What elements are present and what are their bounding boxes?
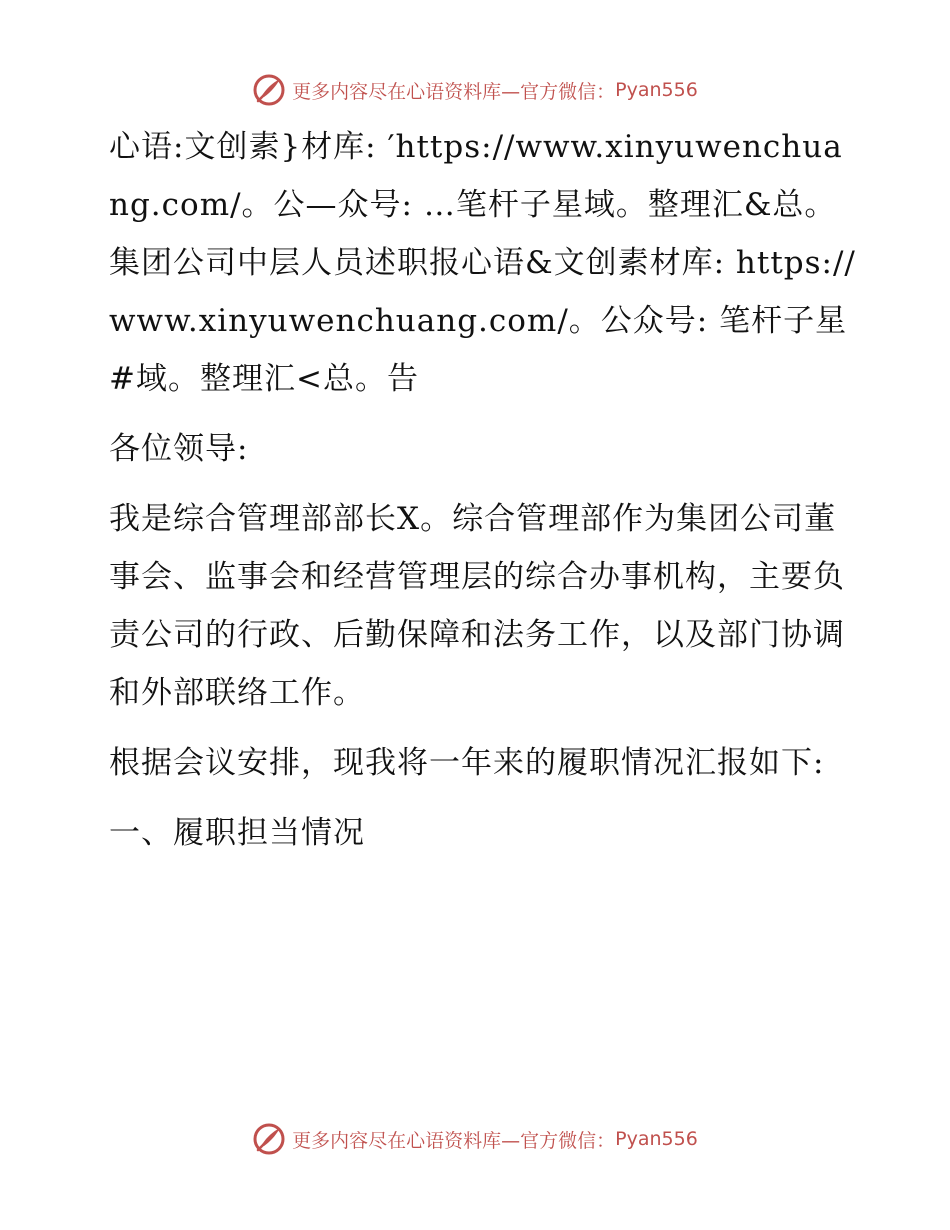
banner-wechat-id: Pyan556	[615, 1128, 698, 1150]
paragraph-self-intro: 我是综合管理部部长X。综合管理部作为集团公司董事会、监事会和经营管理层的综合办事机构，主要负责公司的行政、后勤保障和法务工作，以及部门协调和外部联络工作。	[109, 501, 845, 711]
banner-wechat-id: Pyan556	[615, 79, 698, 101]
banner-text: 更多内容尽在心语资料库—官方微信：	[292, 1129, 616, 1152]
paragraph-intro: 心语:文创素}材库: ′https://www.xinyuwenchuang.com/。公—众号: …笔杆子星域。整理汇&总。集团公司中层人员述职报心语&文创素材库: https://www.xinyuwenchuang.com/。公众号: 笔杆子星#域。整理汇<总。告	[109, 129, 856, 397]
document-body	[97, 118, 857, 862]
paragraph-salutation: 各位领导:	[109, 431, 249, 467]
section-heading: 一、履职担当情况	[109, 815, 365, 851]
quill-logo-icon	[252, 1122, 286, 1156]
banner-text: 更多内容尽在心语资料库—官方微信：	[292, 80, 616, 103]
footer-banner	[0, 1119, 950, 1159]
quill-logo-icon	[252, 73, 286, 107]
header-banner	[0, 70, 950, 110]
paragraph-report-lead: 根据会议安排，现我将一年来的履职情况汇报如下:	[109, 745, 825, 781]
